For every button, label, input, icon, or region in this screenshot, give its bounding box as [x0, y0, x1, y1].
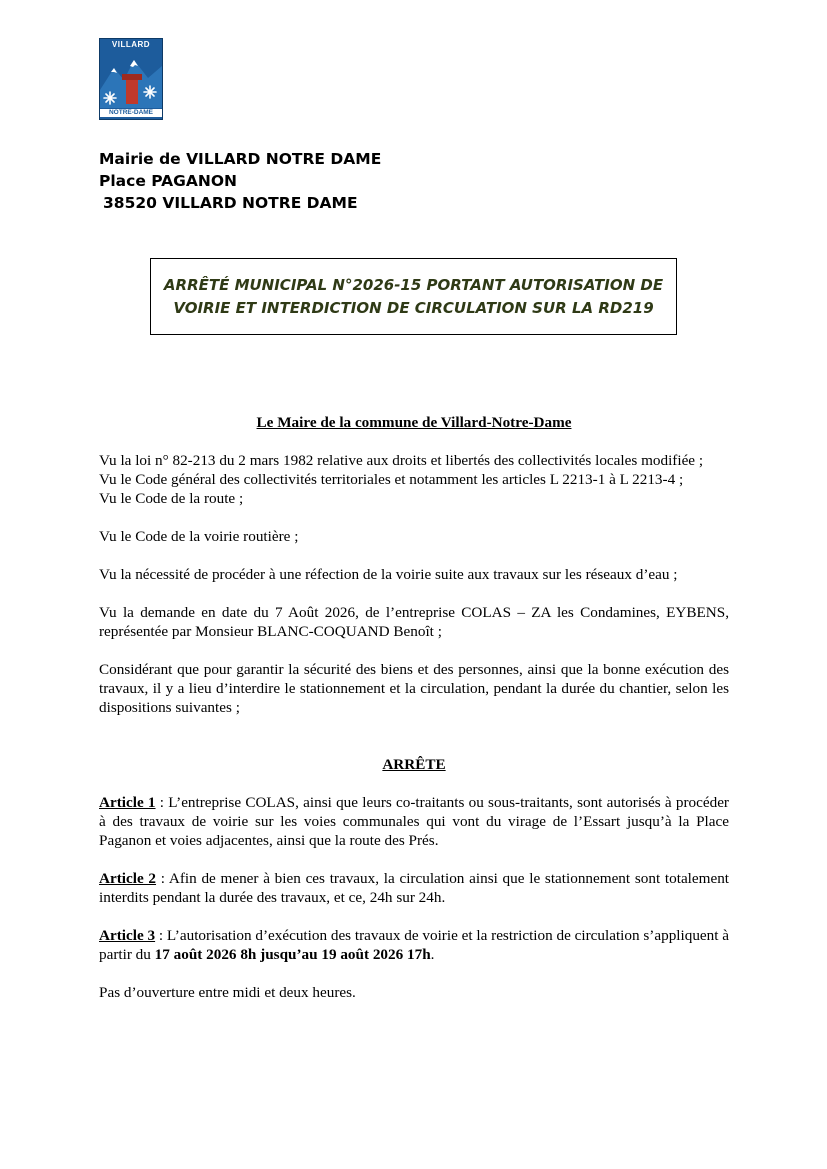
decree-title-line-1: ARRÊTÉ MUNICIPAL N°2026-15 PORTANT AUTORISATION DE	[163, 275, 664, 294]
vu-necessite: Vu la nécessité de procéder à une réfection de la voirie suite aux travaux sur les réseaux d’eau ;	[99, 566, 678, 583]
municipal-logo	[99, 38, 163, 120]
vu-demande: Vu la demande en date du 7 Août 2026, de l’entreprise COLAS – ZA les Condamines, EYBENS, représentée par Monsieur BLANC-COQUAND Benoît ;	[99, 604, 729, 640]
vu-code-voirie: Vu le Code de la voirie routière ;	[99, 528, 299, 545]
article-2	[99, 869, 729, 907]
article-3-text-after: .	[430, 946, 435, 963]
address-line-2: Place PAGANON	[99, 172, 238, 190]
mountain-snowflake-icon	[100, 50, 162, 108]
logo-top-text: VILLARD	[111, 40, 151, 49]
article-1	[99, 793, 729, 850]
decree-title-line-2: VOIRIE ET INTERDICTION DE CIRCULATION SUR LA RD219	[173, 298, 654, 317]
article-3	[99, 926, 729, 964]
closing-note: Pas d’ouverture entre midi et deux heures.	[99, 984, 356, 1001]
address-line-3: 38520 VILLARD NOTRE DAME	[103, 194, 358, 212]
logo-bottom-text: NOTRE-DAME	[100, 109, 162, 118]
article-2-label: Article 2	[99, 870, 157, 887]
vu-loi: Vu la loi n° 82-213 du 2 mars 1982 relative aux droits et libertés des collectivités locales modifiée ;	[99, 452, 704, 469]
considerant: Considérant que pour garantir la sécurité des biens et des personnes, ainsi que la bonne exécution des travaux, il y a lieu d’interdire le stationnement et la circulation, pendant la durée du chantier, selon les dispositions suivantes ;	[99, 661, 729, 716]
mayor-heading: Le Maire de la commune de Villard-Notre-Dame	[256, 414, 572, 431]
article-3-period: 17 août 2026 8h jusqu’au 19 août 2026 17h	[154, 946, 431, 963]
mairie-address	[99, 148, 381, 214]
article-1-text: : L’entreprise COLAS, ainsi que leurs co-traitants ou sous-traitants, sont autorisés à procéder à des travaux de voirie sur les voies communales qui vont du virage de l’Essart jusqu’à la Place Paganon et voies adjacentes, ainsi que la route des Prés.	[99, 794, 729, 849]
vu-code-route: Vu le Code de la route ;	[99, 490, 244, 507]
vu-cgct: Vu le Code général des collectivités territoriales et notamment les articles L 2213-1 à L 2213-4 ;	[99, 471, 684, 488]
article-3-label: Article 3	[99, 927, 156, 944]
article-1-label: Article 1	[99, 794, 156, 811]
decree-title-box	[150, 258, 677, 335]
article-2-text: : Afin de mener à bien ces travaux, la circulation ainsi que le stationnement sont totalement interdits pendant la durée des travaux, et ce, 24h sur 24h.	[99, 870, 730, 906]
arrete-heading: ARRÊTE	[382, 756, 446, 773]
article-3-text-before: : L’autorisation d’exécution des travaux de voirie et la restriction de circulation s’appliquent à partir du	[99, 927, 730, 963]
address-line-1: Mairie de VILLARD NOTRE DAME	[99, 150, 382, 168]
decree-body	[99, 413, 729, 1002]
